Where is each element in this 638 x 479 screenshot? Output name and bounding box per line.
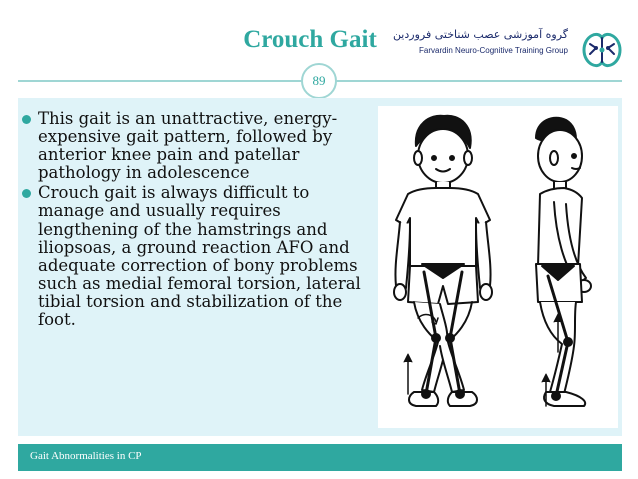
brain-icon: [576, 26, 628, 74]
logo-persian-text: گروه آموزشی عصب شناختی فروردین: [392, 28, 568, 41]
bullet-list: [22, 110, 372, 331]
bullet-marker: [22, 115, 31, 124]
crouch-gait-drawing: [378, 106, 618, 428]
crouch-gait-illustration: [378, 106, 618, 428]
organization-logo: [392, 26, 630, 70]
bullet-item: [22, 110, 372, 182]
slide-title: Crouch Gait: [243, 26, 377, 53]
bullet-marker: [22, 189, 31, 198]
bullet-text: Crouch gait is always difficult to manage and usually requires lengthening of the hamstrings and iliopsoas, a ground reaction AFO and adequate correction of bony problems such as medial femoral torsion, lateral tibial torsion and stabilization of the foot.: [38, 183, 361, 330]
bullet-item: [22, 184, 372, 329]
logo-english-text: Farvardin Neuro-Cognitive Training Group: [419, 46, 568, 55]
page-number: 89: [301, 63, 337, 99]
footer-text: Gait Abnormalities in CP: [30, 450, 142, 462]
bullet-text: This gait is an unattractive, energy-expensive gait pattern, followed by anterior knee pain and patellar pathology in adolescence: [38, 109, 338, 183]
